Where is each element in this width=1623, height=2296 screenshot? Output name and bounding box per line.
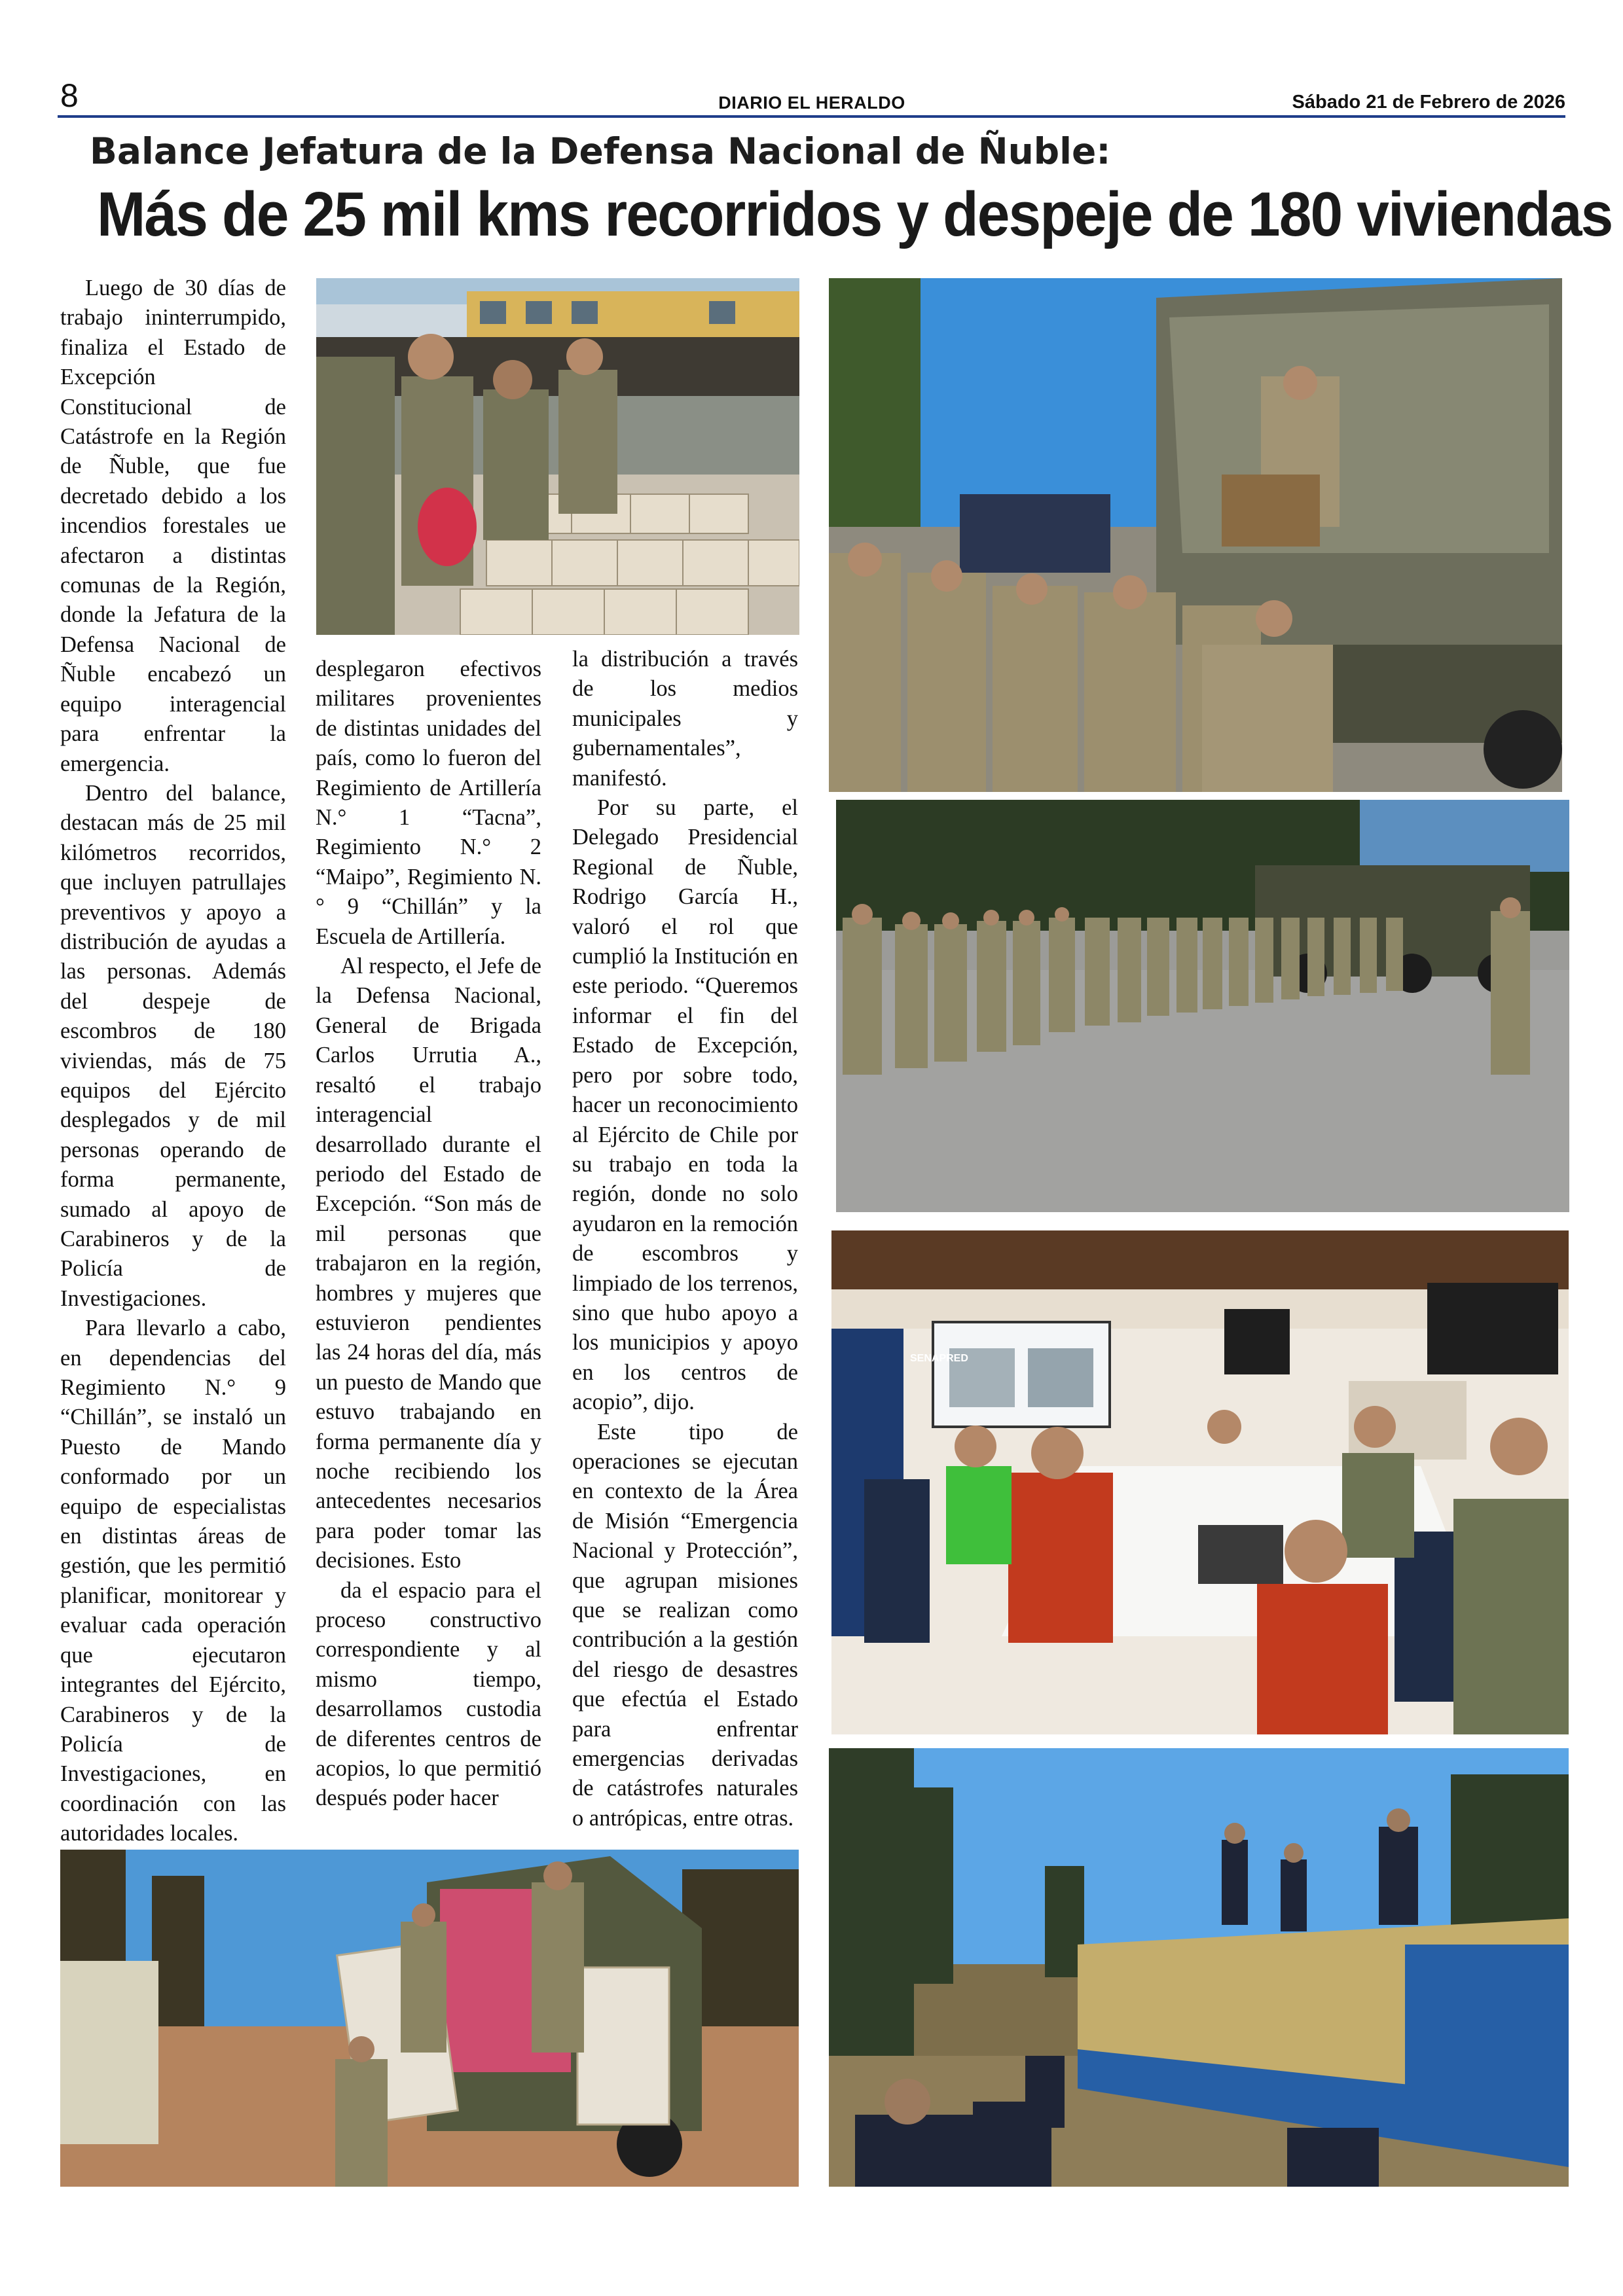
photo-command-post-meeting [831,1230,1569,1734]
photo-soldiers-packing-boxes [316,278,799,635]
paragraph: Para llevarlo a cabo, en dependencias del Regimiento N.° 9 “Chillán”, se instaló un Puesto de Mando conformado por un equipo de especialistas en distintas áreas de gestión, que les permitió planificar, monitorear y evaluar cada operación que ejecutaron integrantes del Ejército, Carabineros y de la Policía de Investigaciones, en coordinación con las autoridades locales. [60,1316,286,1846]
paragraph: Dentro del balance, destacan más de 25 mil kilómetros recorridos, que incluyen patrullajes preventivos y apoyo a distribución de ayudas a las personas. Además del despeje de escombros de 180 viviendas, más de 75 equipos del Ejército desplegados y de mil personas operando de forma permanente, sumado al apoyo de Carabineros y de la Policía de Investigaciones. [60,780,286,1311]
article-kicker: Balance Jefatura de la Defensa Nacional de Ñuble: [90,130,1111,172]
paragraph: da el espacio para el proceso constructivo correspondiente y al mismo tiempo, desarrollamos custodia de diferentes centros de acopios, lo que permitió después poder hacer [316,1577,541,1811]
photo-unloading-mattresses [60,1850,799,2187]
newspaper-name: DIARIO EL HERALDO [718,93,905,113]
article-headline: Más de 25 mil kms recorridos y despeje de 180 viviendas [97,179,1613,249]
photo-hay-bale-trucks [829,1748,1569,2187]
photo-troop-formation [836,800,1569,1212]
header-rule [58,115,1565,118]
paragraph: Este tipo de operaciones se ejecutan en contexto de la Área de Misión “Emergencia Nacional y Protección”, que agrupan misiones que se realizan como contribución a la gestión del riesgo de desastres que efectúa el Estado para enfrentar emergencias derivadas de catástrofes naturales o antrópicas, entre otras. [572,1419,798,1831]
page-number: 8 [60,77,79,114]
article-column-2 [316,655,541,1814]
article-column-1 [60,274,286,1878]
paragraph: Por su parte, el Delegado Presidencial Regional de Ñuble, Rodrigo García H., valoró el rol que cumplió la Institución en este periodo. “Queremos informar el fin del Estado de Excepción, pero por sobre todo, hacer un reconocimiento al Ejército de Chile por su trabajo en toda la región, donde no solo ayudaron en la remoción de escombros y limpiado de los terrenos, sino que hubo apoyo a los municipios y apoyo en los centros de acopio”, dijo. [572,795,798,1415]
article-column-3 [572,645,798,1833]
screen-agency-label: SENAPRED [910,1353,968,1364]
paragraph: la distribución a través de los medios municipales y gubernamentales”, manifestó. [572,647,798,791]
paragraph: Luego de 30 días de trabajo ininterrumpido, finaliza el Estado de Excepción Constitucional de Catástrofe en la Región de Ñuble, que fue decretado debido a los incendios forestales ue afectaron a distintas comunas de la Región, donde la Jefatura de la Defensa Nacional de Ñuble encabezó un equipo interagencial para enfrentar la emergencia. [60,276,286,776]
photo-soldiers-loading-truck [829,278,1562,792]
paragraph: desplegaron efectivos militares provenientes de distintas unidades del país, como lo fueron del Regimiento de Artillería N.° 1 “Tacna”, Regimiento N.° 2 “Maipo”, Regimiento N.° 9 “Chillán” y la Escuela de Artillería. [316,656,541,949]
issue-date: Sábado 21 de Febrero de 2026 [1292,92,1565,113]
paragraph: Al respecto, el Jefe de la Defensa Nacional, General de Brigada Carlos Urrutia A., resaltó el trabajo interagencial desarrollado durante el periodo del Estado de Excepción. “Son más de mil personas que trabajaron en la región, hombres y mujeres que estuvieron pendientes las 24 horas del día, más un puesto de Mando que estuvo trabajando en forma permanente día y noche recibiendo los antecedentes necesarios para poder tomar las decisiones. Esto [316,954,541,1573]
